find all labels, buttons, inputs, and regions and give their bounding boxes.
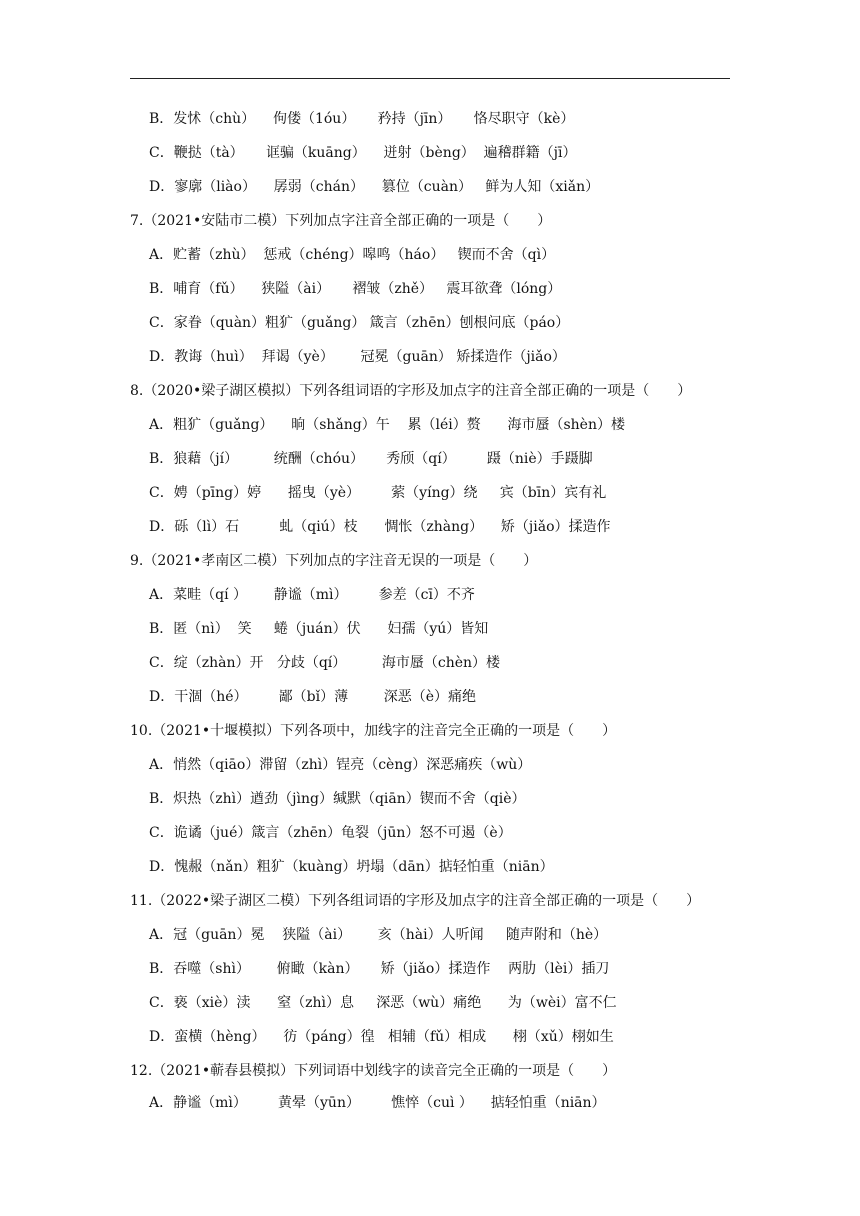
answer-option: A．悄然（qiāo）滞留（zhì）锃亮（cèng）深恶痛疾（wù） — [149, 757, 532, 773]
question-stem: 9.（2021•孝南区二模）下列加点的字注音无误的一项是（ ） — [130, 553, 538, 569]
answer-option: C．家眷（quàn）粗犷（guǎng） 箴言（zhēn）刨根问底（páo） — [149, 315, 570, 331]
question-stem: 7.（2021•安陆市二模）下列加点字注音全部正确的一项是（ ） — [130, 213, 552, 229]
answer-option: A．贮蓄（zhù） 惩戒（chéng）嗥鸣（háo） 锲而不舍（qì） — [149, 247, 556, 263]
question-stem: 10.（2021•十堰模拟）下列各项中，加线字的注音完全正确的一项是（ ） — [130, 723, 617, 739]
answer-option: A．菜畦（qí ） 静谧（mì） 参差（cī）不齐 — [149, 587, 475, 603]
answer-option: B．吞噬（shì） 俯瞰（kàn） 矫（jiǎo）揉造作 两肋（lèi）插刀 — [149, 961, 610, 977]
answer-option: A．冠（guān）冕 狭隘（ài） 亥（hài）人听闻 随声附和（hè） — [149, 927, 608, 943]
header-rule — [130, 78, 730, 79]
answer-option: D．寥廓（liào） 孱弱（chán） 篡位（cuàn） 鲜为人知（xiǎn） — [149, 179, 600, 195]
answer-option: C．绽（zhàn）开 分歧（qí） 海市蜃（chèn）楼 — [149, 655, 501, 671]
answer-option: B．发怵（chù） 佝偻（1óu） 矜持（jīn） 恪尽职守（kè） — [149, 111, 575, 127]
answer-option: D．砾（lì）石 虬（qiú）枝 惆怅（zhàng） 矫（jiǎo）揉造作 — [149, 519, 611, 535]
answer-option: B．炽热（zhì）遒劲（jìng）缄默（qiān）锲而不舍（qiè） — [149, 791, 526, 807]
question-stem: 12.（2021•蕲春县模拟）下列词语中划线字的读音完全正确的一项是（ ） — [130, 1063, 617, 1079]
answer-option: D．蛮横（hèng） 彷（páng）徨 相辅（fǔ）相成 栩（xǔ）栩如生 — [149, 1029, 614, 1045]
answer-option: D．愧赧（nǎn）粗犷（kuàng）坍塌（dān）掂轻怕重（niān） — [149, 859, 554, 875]
answer-option: C．鞭挞（tà） 诓骗（kuāng） 迸射（bèng） 遍稽群籍（jī） — [149, 145, 577, 161]
answer-option: B．匿（nì） 笑 蜷（juán）伏 妇孺（yú）皆知 — [149, 621, 489, 637]
question-stem: 8.（2020•梁子湖区模拟）下列各组词语的字形及加点字的注音全部正确的一项是（ ） — [130, 383, 692, 399]
answer-option: A．静谧（mì） 黄晕（yūn） 憔悴（cuì ） 掂轻怕重（niān） — [149, 1095, 606, 1111]
answer-option: D．干涸（hé） 鄙（bǐ）薄 深恶（è）痛绝 — [149, 689, 477, 705]
question-stem: 11.（2022•梁子湖区二模）下列各组词语的字形及加点字的注音全部正确的一项是（ ） — [130, 893, 701, 909]
answer-option: C．娉（pīng）婷 摇曳（yè） 萦（yíng）绕 宾（bīn）宾有礼 — [149, 485, 607, 501]
answer-option: D．教诲（huì） 拜谒（yè） 冠冕（guān） 矫揉造作（jiǎo） — [149, 349, 566, 365]
answer-option: C．亵（xiè）渎 窒（zhì）息 深恶（wù）痛绝 为（wèi）富不仁 — [149, 995, 617, 1011]
answer-option: A．粗犷（guǎng） 晌（shǎng）午 累（léi）赘 海市蜃（shèn）楼 — [149, 417, 625, 433]
answer-option: B．哺育（fǔ） 狭隘（ài） 褶皱（zhě） 震耳欲聋（lóng） — [149, 281, 562, 297]
answer-option: C．诡谲（jué）箴言（zhēn）龟裂（jūn）怒不可遏（è） — [149, 825, 512, 841]
answer-option: B．狼藉（jí） 统酬（chóu） 秀颀（qí） 蹑（niè）手蹑脚 — [149, 451, 593, 467]
